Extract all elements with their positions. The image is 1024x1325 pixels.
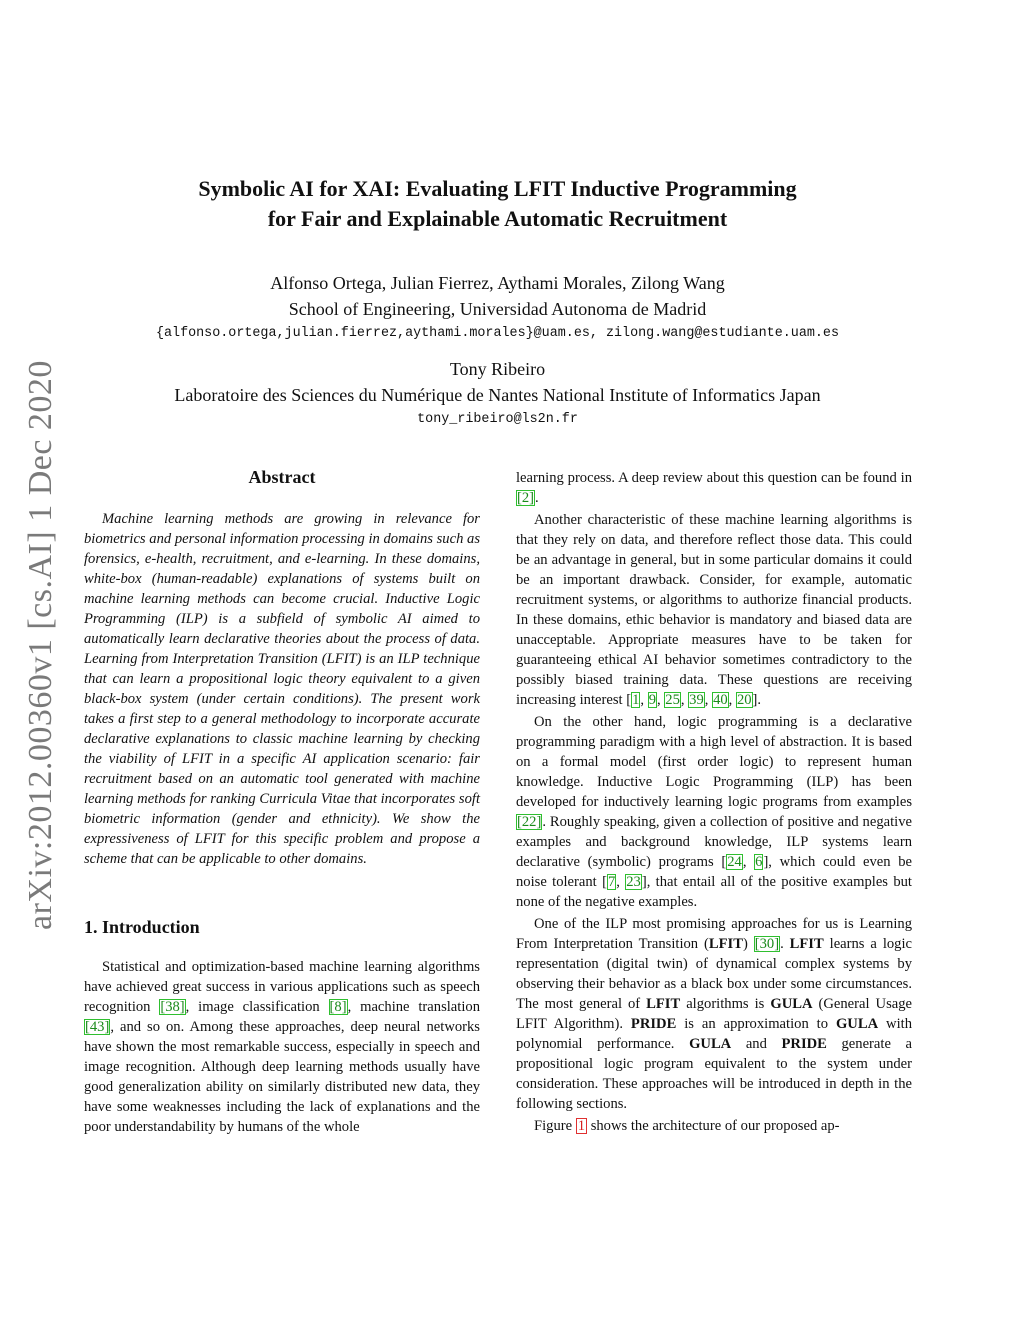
intro-paragraph-3: On the other hand, logic programming is a declarative programming paradigm with a high level of abstraction. It is based on a formal model (first order logic) to represent human knowledge. Inductive Logic Programming (ILP) has been developed for inductively learning logic programs from examples [22]. Roughly speaking, given a collection of positive and negative examples and background knowledge, ILP systems learn declarative (symbolic) programs [24, 6], which could even be noise tolerant [7, 23], that entail all of the positive examples but none of the negative examples.	[516, 714, 913, 910]
intro-paragraph-2: Another characteristic of these machine learning algorithms is that they rely on data, and therefore reflect those data. This could be an advantage in general, but in some particular domains it could be an important drawback. Consider, for example, automatic recruitment systems, or algorithms to authorize financial products. In these domains, ethic behavior is mandatory and biased data are unacceptable. Appropriate measures have to be taken for guaranteeing ethical AI behavior sometimes contradictory to the possibly biased training data. These questions are receiving increasing interest [1, 9, 25, 39, 40, 20].	[516, 512, 912, 708]
intro-paragraph-4	[516, 914, 912, 1114]
citation-link[interactable]: 39	[689, 692, 704, 708]
author-emails-1: {alfonso.ortega,julian.fierrez,aythami.morales}@uam.es, zilong.wang@estudiante.uam.es	[155, 326, 840, 341]
bold-term: GULA	[689, 1036, 732, 1052]
text-run: One of the ILP most promising approaches for us is Learning From Interpretation Transition (	[516, 916, 912, 952]
section-heading-introduction: 1. Introduction	[84, 917, 200, 937]
citation-link[interactable]: 20	[736, 692, 752, 708]
text-run: , machine translation	[347, 999, 480, 1015]
citation-link[interactable]: 7	[607, 874, 616, 890]
citation-link[interactable]: [43]	[85, 1019, 110, 1035]
abstract-text: Machine learning methods are growing in relevance for biometrics and personal information processing in domains such as forensics, e-health, recruitment, and e-learning. In these domains, white-box (human-readable) explanations of systems built on machine learning methods can become crucial. Inductive Logic Programming (ILP) is a subfield of symbolic AI aimed to automatically learn declarative theories about the process of data. Learning from Interpretation Transition (LFIT) is an ILP technique that can learn a propositional logic theory equivalent to a given black-box system (under certain conditions). The present work takes a first step to a general methodology to incorporate accurate declarative explanations to classic machine learning by checking the viability of LFIT in a specific AI application scenario: fair recruitment based on an automatic tool generated with machine learning methods for ranking Curricula Vitae that incorporates soft biometric information (gender and ethnicity). We show the expressiveness of LFIT for this specific problem and propose a scheme that can be applicable to other domains.	[84, 511, 480, 867]
intro-paragraph-5	[516, 1116, 912, 1136]
author-email-2: tony_ribeiro@ls2n.fr	[417, 412, 578, 427]
text-run: .	[780, 936, 790, 952]
text-run: ], that entail all of the positive examples but none of the negative examples.	[516, 874, 912, 910]
author-affiliation-2: Laboratoire des Sciences du Numérique de Nantes National Institute of Informatics Japan	[174, 385, 821, 405]
citation-link[interactable]: 6	[755, 854, 763, 870]
author-affiliation-1: School of Engineering, Universidad Autonoma de Madrid	[288, 299, 707, 319]
author-names-1: Alfonso Ortega, Julian Fierrez, Aythami Morales, Zilong Wang	[270, 273, 725, 293]
bold-term: LFIT	[708, 936, 743, 952]
citation-link[interactable]: [22]	[517, 814, 542, 830]
text-run: )	[742, 936, 754, 952]
text-run: .	[535, 490, 539, 506]
bold-term: GULA	[770, 996, 813, 1012]
text-run: On the other hand, logic programming is a declarative programming paradigm with a high level of abstraction. It is based on a formal model (first order logic) to represent human knowledge. Inductive Logic Programming (ILP) has been developed for inductively learning logic programs from examples	[516, 714, 912, 810]
text-run: Statistical and optimization-based machine learning algorithms have achieved great success in various applications such as speech recognition	[84, 959, 480, 1015]
text-run: Figure	[534, 1118, 576, 1134]
bold-term: PRIDE	[630, 1016, 677, 1032]
citation-link[interactable]: 40	[713, 692, 728, 708]
paper-title	[100, 174, 895, 234]
author-block	[80, 270, 915, 432]
arxiv-identifier: arXiv:2012.00360v1 [cs.AI] 1 Dec 2020	[22, 360, 59, 930]
text-run: algorithms is	[680, 996, 771, 1012]
text-run: , and so on. Among these approaches, deep neural networks have shown the most remarkable success, especially in speech and image recognition. Although deep learning methods usually have good generalization ability on similarly distributed new data, they have some weaknesses including the lack of explanations and the poor understandability by humans of the whole	[84, 1019, 480, 1135]
intro-paragraph-1	[84, 957, 480, 1137]
citation-link[interactable]: [8]	[329, 999, 347, 1015]
citation-link[interactable]: [2]	[517, 490, 535, 506]
citation-link[interactable]: 24	[727, 854, 742, 870]
text-run: generate a propositional logic program equivalent to the system under consideration. These approaches will be introduced in depth in the following sections.	[516, 1036, 912, 1112]
citation-link[interactable]: [38]	[160, 999, 185, 1015]
citation-link[interactable]: 25	[665, 692, 680, 708]
text-run: and	[731, 1036, 782, 1052]
text-run: , image classification	[185, 999, 329, 1015]
bold-term: GULA	[835, 1016, 879, 1032]
abstract-heading: Abstract	[248, 467, 316, 487]
text-run: Another characteristic of these machine learning algorithms is that they rely on data, and therefore reflect those data. This could be an advantage in general, but in some particular domains it could be an important drawback. Consider, for example, automatic recruitment systems, or algorithms to authorize financial products. In these domains, ethic behavior is mandatory and biased data are unacceptable. Appropriate measures have to be taken for guaranteeing ethical AI behavior sometimes contradictory to the possibly biased training data. These questions are receiving increasing interest [	[516, 512, 912, 708]
author-name-2: Tony Ribeiro	[449, 359, 546, 379]
text-run: learns a logic representation (digital twin) of dynamical complex systems by observing their behavior as a black box under some circumstances. The most general of	[516, 936, 912, 1012]
text-run: shows the architecture of our proposed ap-	[587, 1118, 840, 1134]
intro-paragraph-1-continued	[516, 468, 912, 508]
citation-link[interactable]: [30]	[754, 936, 780, 952]
text-run: learning process. A deep review about this question can be found in	[516, 470, 912, 486]
bold-term: LFIT	[789, 936, 824, 952]
text-run: (General Usage LFIT Algorithm).	[516, 996, 913, 1032]
figure-reference-link[interactable]: 1	[577, 1118, 586, 1134]
text-run: is an approximation to	[676, 1016, 836, 1032]
citation-link[interactable]: 9	[648, 692, 656, 708]
right-column	[516, 468, 912, 1138]
citation-link[interactable]: 1	[632, 692, 640, 708]
text-run: with polynomial performance.	[516, 1016, 912, 1052]
title-line-1: Symbolic AI for XAI: Evaluating LFIT Inductive Programming	[198, 176, 797, 201]
left-column	[84, 465, 480, 1139]
bold-term: LFIT	[646, 996, 681, 1012]
text-run: ], which could even be noise tolerant [	[516, 854, 913, 890]
citation-link[interactable]: 23	[626, 874, 641, 890]
text-run: . Roughly speaking, given a collection of positive and negative examples and background knowledge, ILP systems learn declarative (symbolic) programs [	[516, 814, 912, 870]
title-line-2: for Fair and Explainable Automatic Recruitment	[267, 206, 728, 231]
text-run: ].	[752, 692, 762, 708]
bold-term: PRIDE	[781, 1036, 827, 1052]
